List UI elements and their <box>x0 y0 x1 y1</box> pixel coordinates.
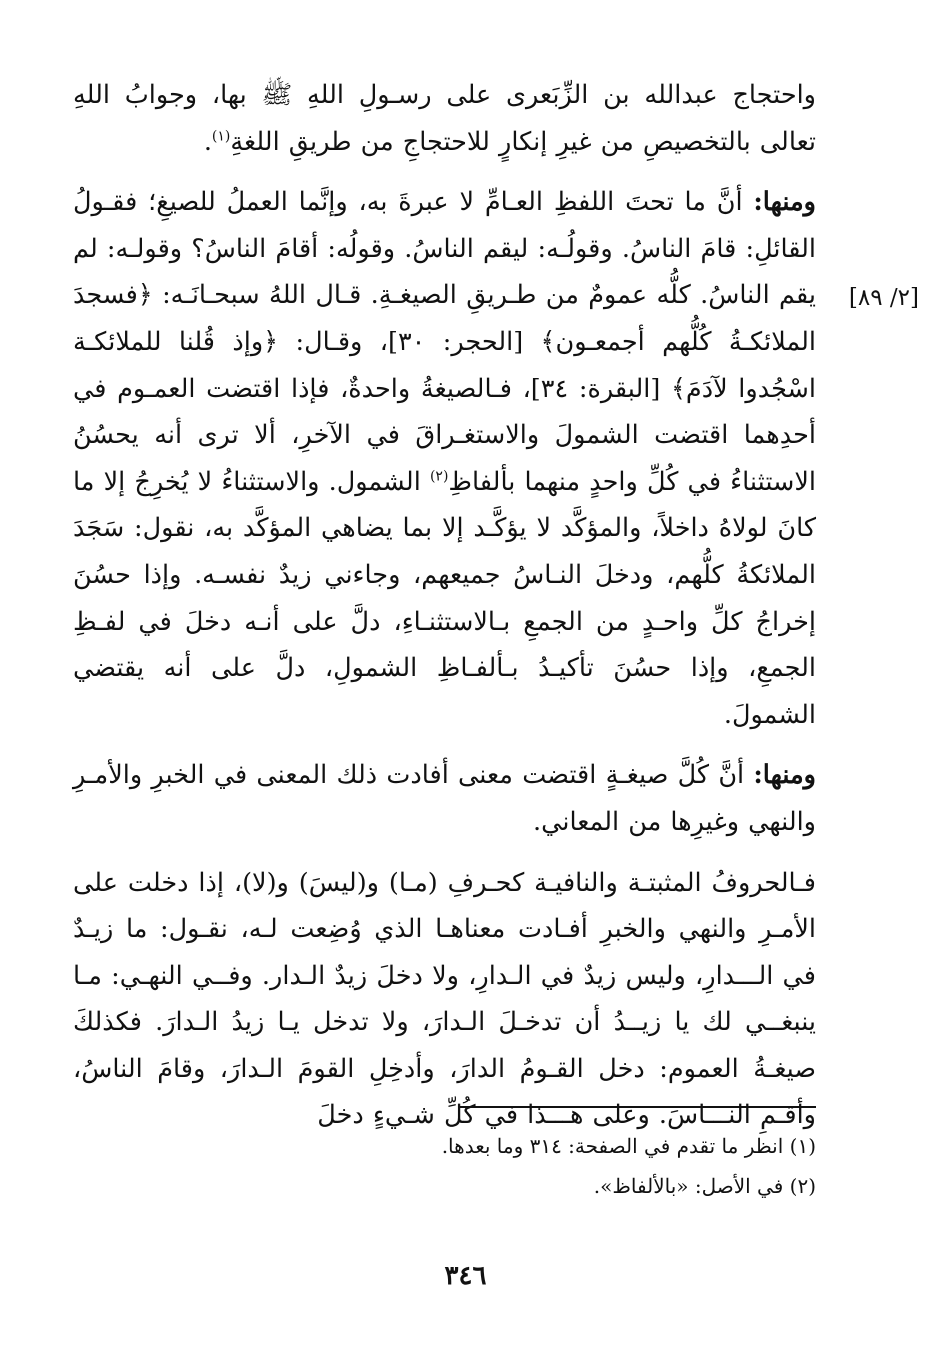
main-text <box>73 72 816 1153</box>
paragraph-2-text: أنَّ ما تحتَ اللفظِ العـامِّ لا عبرةَ به، وإنَّما العملُ للصيغِ؛ فقـولُ القائلِ: قامَ الناسُ. وقولُـه: ليقم الناسُ. وقولُه: أقامَ الناسُ؟ وقولـه: لم يقم الناسُ. كلُّه عمومٌ من طـريقِ الصيغـةِ. قـال اللهُ سبحـانَـه: ﴿فسجدَ الملائكـةُ كُلُّهم أجمعـون﴾ [الحجر: ٣٠]، وقـال: ﴿وإذ قُلنا للملائكـة اسْجُدوا لآدَمَ﴾ [البقرة: ٣٤]، فـالصيغةُ واحدةٌ، فإذا اقتضت العمـوم في أحدِهما اقتضت الشمولَ والاستغـراقَ في الآخرِ، ألا ترى أنه يحسُنُ الاستثناءُ في كُلِّ واحدٍ منهما بألفاظِ <box>73 187 817 497</box>
margin-reference: [٢/ ٨٩] <box>848 285 919 311</box>
paragraph-4 <box>73 860 816 1140</box>
paragraph-1 <box>73 72 816 165</box>
footnote-1: (١) انظر ما تقدم في الصفحة: ٣١٤ وما بعدها. <box>441 1134 816 1158</box>
paragraph-3 <box>73 752 816 845</box>
footnote-2: (٢) في الأصل: «بالألفاظ». <box>593 1174 816 1198</box>
paragraph-2 <box>73 179 816 738</box>
footnote-separator <box>460 1106 816 1108</box>
paragraph-2-lead: ومنها: <box>753 187 816 218</box>
paragraph-3-text: أنَّ كُلَّ صيغـةٍ اقتضت معنى أفادت ذلك المعنى في الخبرِ والأمـرِ والنهي وغيرِها من المعاني. <box>73 760 816 837</box>
footnotes <box>73 1126 816 1206</box>
paragraph-4-text: فـالحروفُ المثبتـة والنافيـة كحـرفِ (مـا) و(ليسَ) و(لا)، إذا دخلت على الأمـرِ والنهي والخبرِ أفـادت معناهـا الذي وُضِعت لـه، نقـول: ما زيـدٌ في الـــدارِ، وليس زيدٌ في الـدارِ، ولا دخلَ زيدٌ الـدار. وفــي النهـي: مـا ينبغــي لك يا زيــدُ أن تدخـلَ الـدارَ، ولا تدخل يـا زيدُ الـدارَ. فكذلكَ صيغـةُ العموم: دخل القـومُ الدارَ، وأدخِلِ القومَ الـدارَ، وقامَ الناسُ، وأقـمِ النـــاسَ. وعلى هـــذا في كُلِّ شـيءٍ دخلَ <box>73 867 816 1131</box>
paragraph-3-lead: ومنها: <box>753 760 816 791</box>
footnote-ref-1[interactable]: (١) <box>211 128 231 145</box>
paragraph-1-text: واحتجاج عبدالله بن الزِّبَعرى على رسـولِ اللهِ ﷺ بها، وجوابُ اللهِ تعالى بالتخصيصِ من غيرِ إنكارٍ للاحتجاجِ من طريقِ اللغةِ <box>73 80 816 157</box>
paragraph-1-tail: . <box>203 126 212 157</box>
footnote-ref-2[interactable]: (٢) <box>429 468 449 485</box>
page-number: ٣٤٦ <box>444 1261 487 1291</box>
paragraph-2-tail: الشمول. والاستثناءُ لا يُخرِجُ إلا ما كانَ لولاهُ داخلاً، والمؤكَّد لا يؤكَّـد إلا بما يضاهي المؤكَّد به، نقول: سَجَدَ الملائكةُ كلُّهم، ودخلَ النـاسُ جميعهم، وجاءني زيدٌ نفسـه. وإذا حسُنَ إخراجُ كلِّ واحـدٍ من الجمعِ بـالاستثنـاءِ، دلَّ على أنـه دخلَ في لفـظِ الجمعِ، وإذا حسُنَ تأكيـدُ بـألفـاظِ الشمولِ، دلَّ على أنه يقتضي الشمولَ. <box>73 466 816 730</box>
